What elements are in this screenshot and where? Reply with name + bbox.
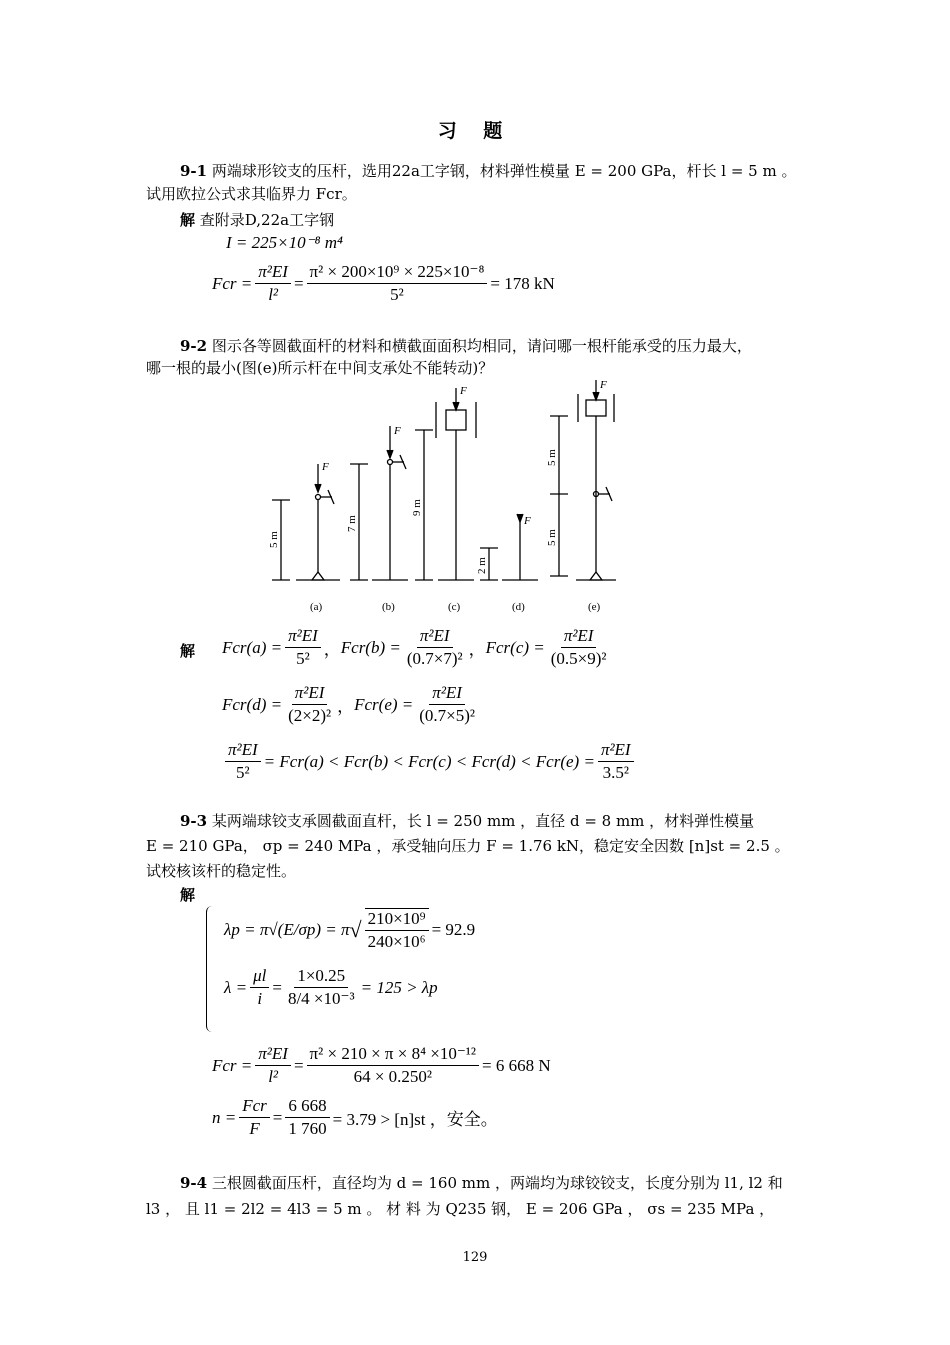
problem-text: 某两端球铰支承圆截面直杆，长 l = 250 mm ，直径 d = 8 mm ，材料弹性模量: [211, 812, 755, 830]
equation-row-abc: Fcr(a) = $\frac{\text{π²EI}}{\text{5²}}$ ， Fcr(b) = $\frac{\text{π²EI}}{\text{(0.7×7)²}}$ ， Fcr(c) = $\frac{\text{π²EI}}{\text{(0.5×9)²}}$: [222, 626, 607, 668]
figure-label-d: (d): [512, 601, 525, 613]
force-label: F: [394, 425, 401, 437]
equation-critical-force-9-3: Fcr = $\frac{\text{π²EI}}{\text{l²}}$ = $\frac{\text{π² × 210 × π × 8⁴ ×10⁻¹²}}{\text{64 × 0.250²}}$ = 6 668 N: [212, 1044, 551, 1086]
page-title: 习 题: [437, 120, 513, 142]
problem-number: 9-4: [180, 1174, 208, 1192]
force-label: F: [600, 380, 607, 391]
equation-inertia: I = 225×10⁻⁸ m⁴: [226, 233, 343, 252]
solution-9-1-intro: [180, 209, 334, 231]
page-number: 129: [462, 1250, 488, 1265]
force-label: F: [524, 515, 531, 527]
problem-9-4-line1: [180, 1172, 783, 1194]
problem-number: 9-2: [180, 337, 208, 355]
brace: [206, 906, 215, 1032]
dimension-label: 5 m: [546, 449, 558, 466]
figure-label-a: (a): [310, 601, 323, 613]
problem-9-2-line2: 哪一根的最小(图(e)所示杆在中间支承处不能转动)？: [146, 359, 494, 377]
eq-result: = 178 kN: [490, 273, 555, 293]
dimension-label: 9 m: [411, 499, 423, 516]
solution-label: 解: [180, 642, 196, 660]
solution-text: 查附录D,22a工字钢: [199, 211, 335, 229]
figure-label-b: (b): [382, 601, 395, 613]
problem-9-1-line2: 试用欧拉公式求其临界力 Fcr。: [146, 185, 357, 203]
problem-9-4-line2: l3 ， 且 l1 = 2l2 = 4l3 = 5 m 。 材 料 为 Q235 钢， E = 206 GPa ， σs = 235 MPa ，: [146, 1200, 775, 1218]
dimension-label: 5 m: [546, 529, 558, 546]
solution-label: 解: [180, 886, 196, 904]
dimension-label: 5 m: [268, 531, 280, 548]
figure-label-e: (e): [588, 601, 601, 613]
equation-safety-factor: n = $\frac{\text{Fcr}}{F}$ = $\frac{6 668}{1 760}$ = 3.79 > [n]st ，安全。: [212, 1096, 498, 1138]
equation-critical-force-9-1: Fcr = $\frac{\text{π²EI}}{\text{l²}}$ = $\frac{\text{π² × 200×10⁹ × 225×10⁻⁸}}{\text{5²}}$ = 178 kN: [212, 262, 555, 304]
equation-comparison: $\frac{\text{π²EI}}{\text{5²}}$ = Fcr(a) < Fcr(b) < Fcr(c) < Fcr(d) < Fcr(e) = $\frac{\text{π²EI}}{\text{3.5²}}$: [222, 740, 637, 783]
dimension-label: 7 m: [346, 515, 358, 532]
problem-9-2-line1: [180, 335, 752, 357]
problem-text: 图示各等圆截面杆的材料和横截面面积均相同，请问哪一根杆能承受的压力最大，: [211, 337, 752, 355]
eq-fraction: $\frac{\text{π² × 200×10⁹ × 225×10⁻⁸}}{\text{5²}}$: [307, 262, 488, 305]
problem-number: 9-1: [180, 162, 208, 180]
equation-row-de: Fcr(d) = $\frac{\text{π²EI}}{\text{(2×2)²}}$ ， Fcr(e) = $\frac{\text{π²EI}}{\text{(0.7×5)²}}$: [222, 683, 476, 725]
problem-9-3-line2: E = 210 GPa， σp = 240 MPa ，承受轴向压力 F = 1.76 kN，稳定安全因数 [n]st = 2.5 。: [146, 837, 790, 855]
column-figure: [250, 380, 630, 620]
problem-9-1-line1: [180, 160, 796, 182]
problem-9-3-line3: 试校核该杆的稳定性。: [146, 862, 297, 880]
dimension-label: 2 m: [476, 557, 488, 574]
figure-label-c: (c): [448, 601, 461, 613]
force-label: F: [460, 385, 467, 397]
problem-9-3-line1: [180, 810, 754, 832]
solution-label: 解: [180, 211, 196, 229]
force-label: F: [322, 461, 329, 473]
equation-lambda: λ = $\frac{\mu l}{i}$ = $\frac{1\times 0.25}{\text{8/4 ×10⁻³}}$ = 125 > λp: [224, 966, 438, 1008]
eq-fraction: $\frac{\text{π²EI}}{\text{l²}}$: [255, 262, 291, 305]
problem-text: 两端球形铰支的压杆，选用22a工字钢，材料弹性模量 E = 200 GPa，杆长 l = 5 m 。: [211, 162, 797, 180]
problem-text: 三根圆截面压杆，直径均为 d = 160 mm ，两端均为球铰铰支，长度分别为 l1, l2 和: [211, 1174, 783, 1192]
problem-number: 9-3: [180, 812, 208, 830]
equation-lambda-p: λp = π√(E/σp) = π √ $\frac{\text{210×10⁹}}{\text{240×10⁶}}$ = 92.9: [224, 909, 476, 951]
eq-lhs: Fcr =: [212, 273, 253, 293]
